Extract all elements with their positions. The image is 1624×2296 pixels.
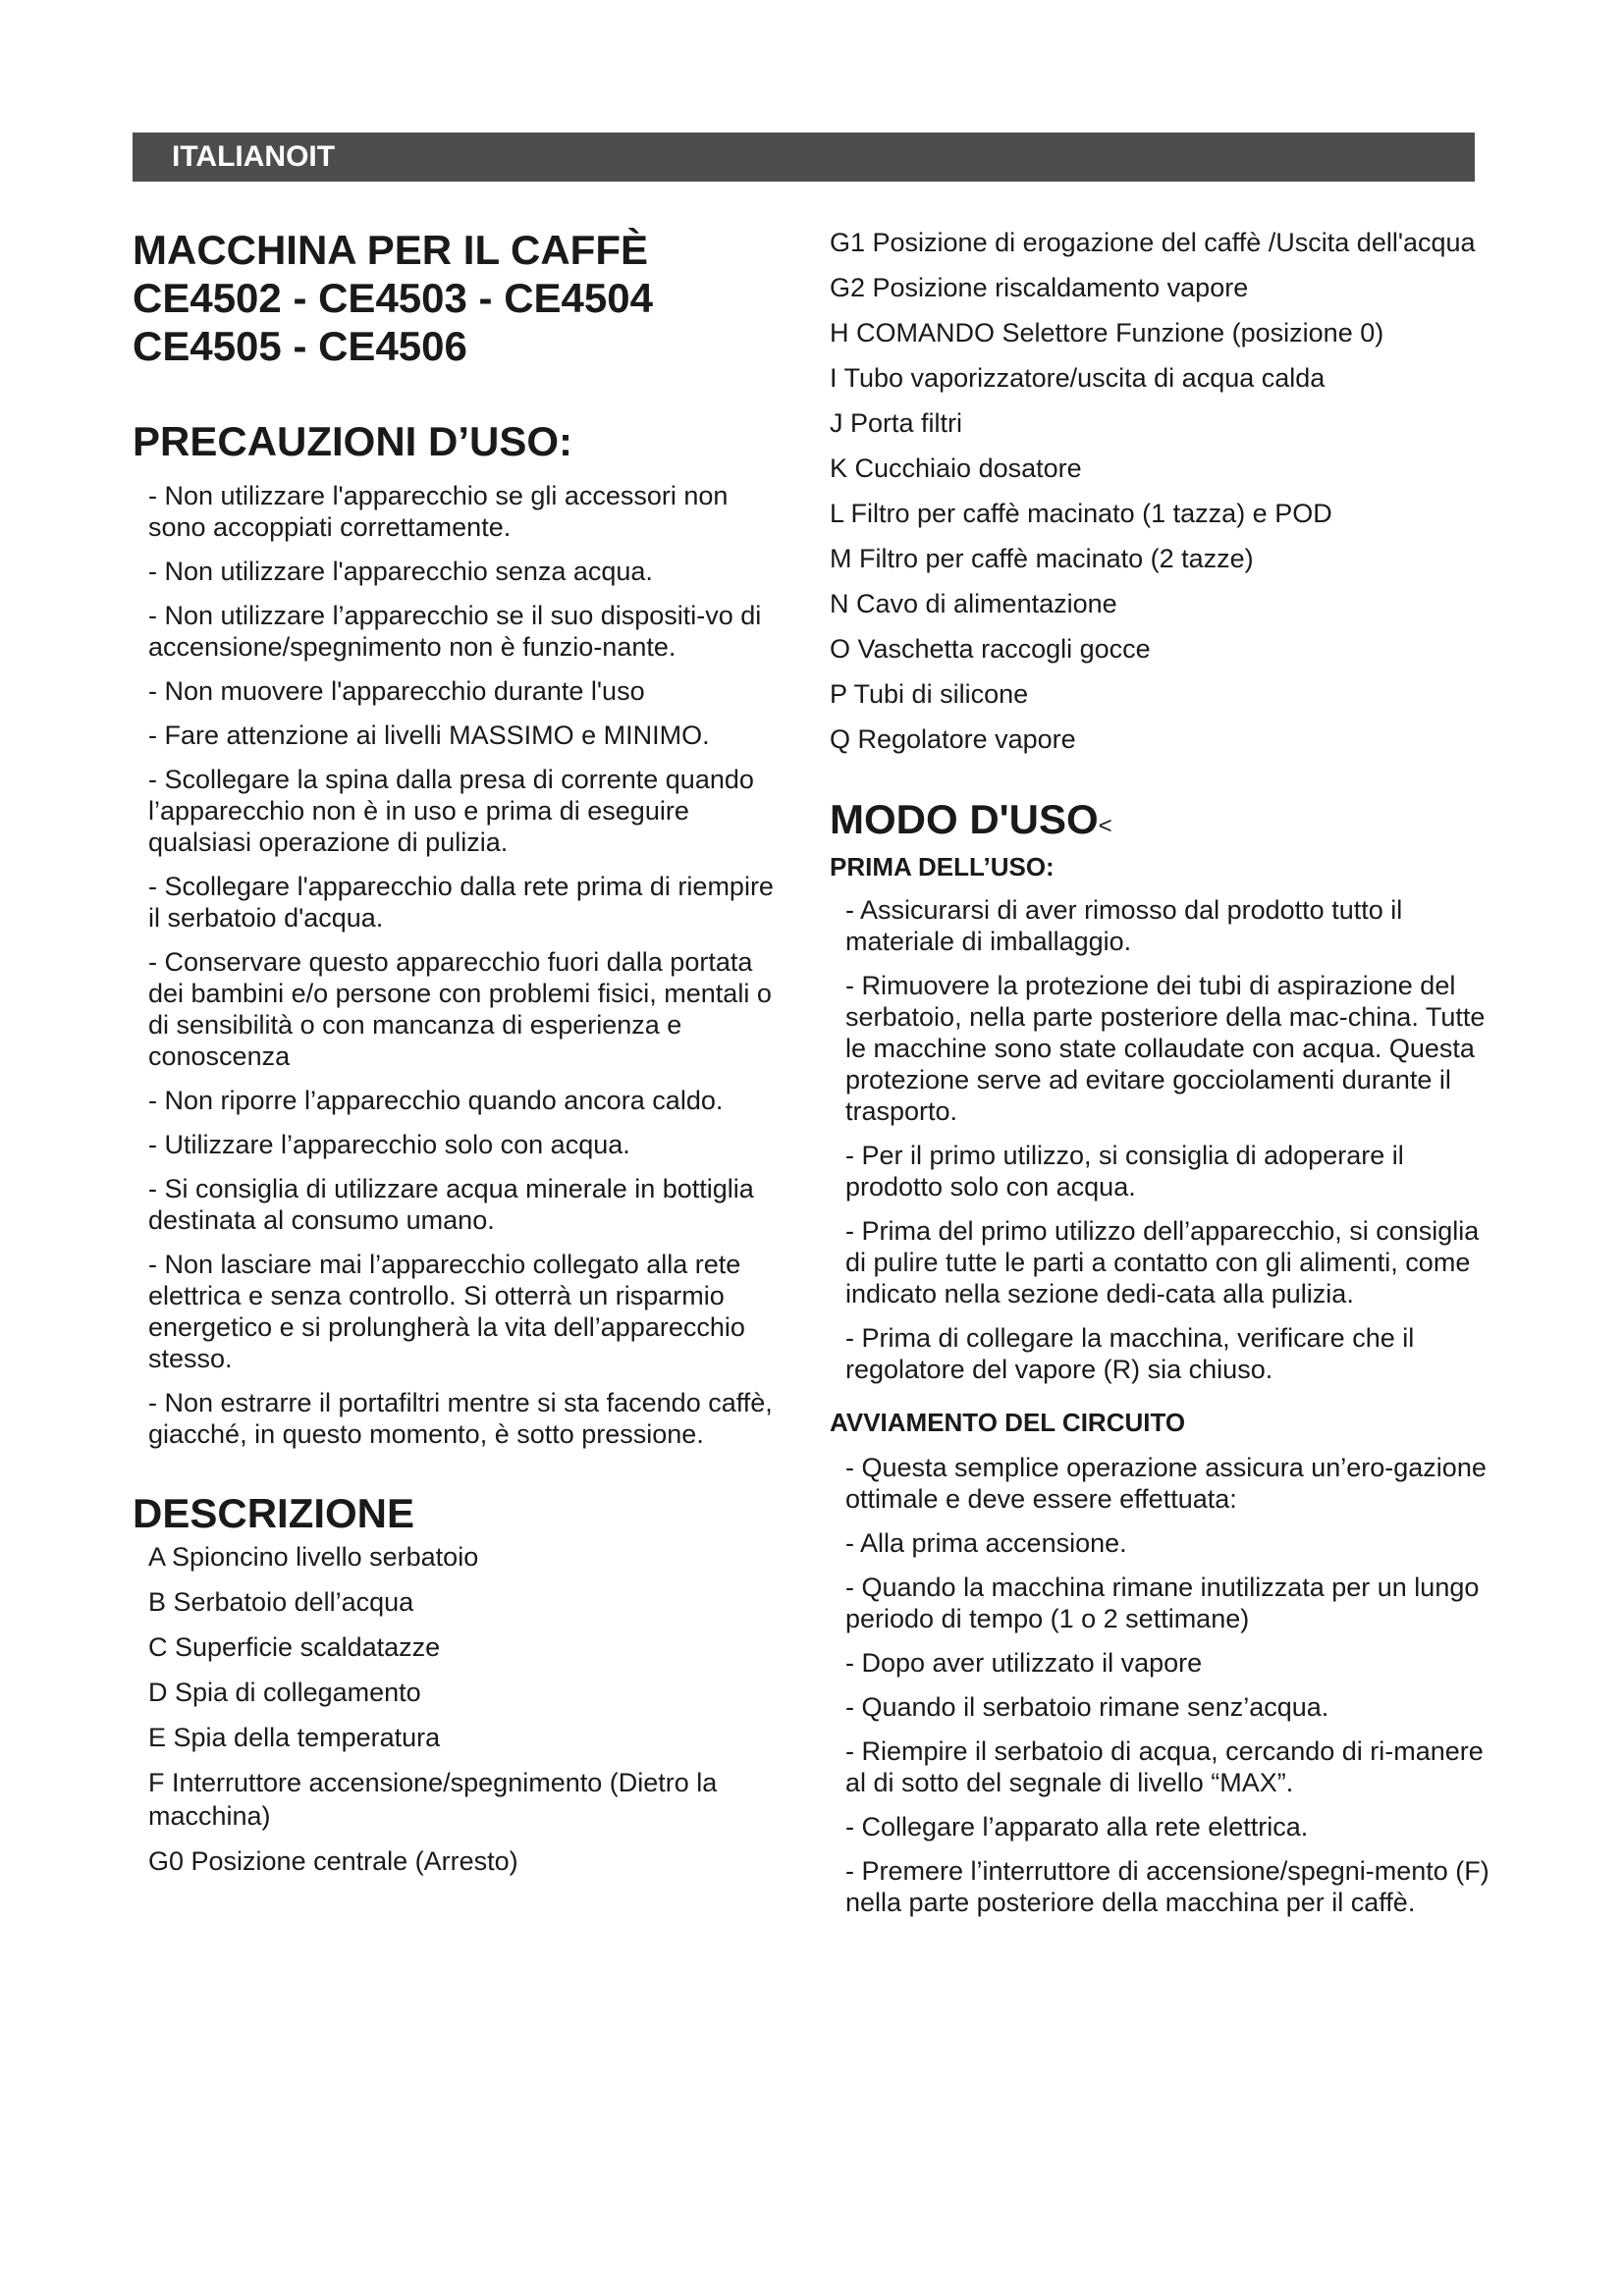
description-item: H COMANDO Selettore Funzione (posizione 0) [830, 318, 1384, 347]
before-use-item: - Rimuovere la protezione dei tubi di aspirazione del serbatoio, nella parte posteriore della mac-china. Tutte le macchine sono state collaudate con acqua. Questa protezione serve ad evitare gocciolamenti durante il trasporto. [845, 971, 1486, 1126]
precaution-item: - Conservare questo apparecchio fuori dalla portata dei bambini e/o persone con problemi fisici, mentali o di sensibilità o con mancanza di esperienza e conoscenza [148, 947, 772, 1071]
before-use-list [830, 894, 1497, 1385]
circuit-item: - Alla prima accensione. [845, 1528, 1127, 1558]
title-line: CE4505 - CE4506 [133, 323, 467, 369]
description-list [133, 1540, 781, 1878]
description-item: N Cavo di alimentazione [830, 589, 1117, 618]
precaution-item: - Scollegare la spina dalla presa di corrente quando l’apparecchio non è in uso e prima di eseguire qualsiasi operazione di pulizia. [148, 765, 754, 857]
description-item: F Interruttore accensione/spegnimento (Dietro la macchina) [148, 1768, 718, 1831]
usage-heading [830, 795, 1497, 851]
left-column [133, 226, 781, 1890]
circuit-item: - Questa semplice operazione assicura un’ero-gazione ottimale e deve essere effettuata: [845, 1453, 1487, 1514]
circuit-item: - Riempire il serbatoio di acqua, cercando di ri-manere al di sotto del segnale di livello “MAX”. [845, 1736, 1484, 1797]
description-item: A Spioncino livello serbatoio [148, 1542, 479, 1572]
description-list-continued [830, 226, 1497, 756]
language-header-bar [133, 133, 1475, 182]
circuit-list [830, 1452, 1497, 1918]
description-item: C Superficie scaldatazze [148, 1632, 441, 1662]
precaution-item: - Scollegare l'apparecchio dalla rete prima di riempire il serbatoio d'acqua. [148, 872, 774, 933]
description-item: I Tubo vaporizzatore/uscita di acqua calda [830, 363, 1326, 393]
title-line: MACCHINA PER IL CAFFÈ [133, 227, 648, 273]
description-item: L Filtro per caffè macinato (1 tazza) e POD [830, 499, 1332, 528]
description-item: Q Regolatore vapore [830, 724, 1076, 754]
circuit-item: - Collegare l’apparato alla rete elettrica. [845, 1812, 1309, 1842]
circuit-item: - Dopo aver utilizzato il vapore [845, 1648, 1203, 1678]
language-label: ITALIANOIT [172, 140, 336, 173]
description-item: M Filtro per caffè macinato (2 tazze) [830, 544, 1254, 573]
precaution-item: - Non utilizzare l'apparecchio senza acqua. [148, 557, 653, 586]
description-item: G0 Posizione centrale (Arresto) [148, 1846, 518, 1876]
before-use-item: - Prima del primo utilizzo dell’apparecchio, si consiglia di pulire tutte le parti a contatto con gli alimenti, come indicato nella sezione dedi-cata alla pulizia. [845, 1216, 1480, 1308]
precaution-item: - Non riporre l’apparecchio quando ancora caldo. [148, 1086, 724, 1115]
precaution-item: - Non lasciare mai l’apparecchio collegato alla rete elettrica e senza controllo. Si otterrà un risparmio energetico e si prolungherà la vita dell’apparecchio stesso. [148, 1250, 745, 1373]
circuit-heading: AVVIAMENTO DEL CIRCUITO [830, 1408, 1186, 1437]
usage-heading-text: MODO D'USO [830, 796, 1099, 842]
precaution-item: - Fare attenzione ai livelli MASSIMO e MINIMO. [148, 721, 710, 750]
description-item: G2 Posizione riscaldamento vapore [830, 273, 1249, 302]
before-use-item: - Prima di collegare la macchina, verificare che il regolatore del vapore (R) sia chiuso. [845, 1323, 1415, 1384]
circuit-item: - Quando il serbatoio rimane senz’acqua. [845, 1692, 1329, 1722]
description-item: G1 Posizione di erogazione del caffè /Uscita dell'acqua [830, 228, 1476, 257]
precaution-item: - Utilizzare l’apparecchio solo con acqua. [148, 1130, 630, 1159]
description-heading: DESCRIZIONE [133, 1490, 415, 1536]
precaution-item: - Non utilizzare l'apparecchio se gli accessori non sono accoppiati correttamente. [148, 481, 729, 542]
circuit-item: - Premere l’interruttore di accensione/spegni-mento (F) nella parte posteriore della macchina per il caffè. [845, 1856, 1489, 1917]
description-item: O Vaschetta raccogli gocce [830, 634, 1151, 664]
precaution-item: - Non utilizzare l’apparecchio se il suo dispositi-vo di accensione/spegnimento non è funzio-nante. [148, 601, 762, 662]
precautions-list [133, 480, 781, 1450]
circuit-item: - Quando la macchina rimane inutilizzata per un lungo periodo di tempo (1 o 2 settimane) [845, 1573, 1480, 1633]
product-title [133, 226, 781, 370]
usage-heading-mark: < [1098, 813, 1112, 839]
description-item: P Tubi di silicone [830, 679, 1029, 709]
before-use-item: - Per il primo utilizzo, si consiglia di adoperare il prodotto solo con acqua. [845, 1141, 1404, 1201]
description-item: B Serbatoio dell’acqua [148, 1587, 414, 1617]
precaution-item: - Non estrarre il portafiltri mentre si sta facendo caffè, giacché, in questo momento, è sotto pressione. [148, 1388, 773, 1449]
before-use-item: - Assicurarsi di aver rimosso dal prodotto tutto il materiale di imballaggio. [845, 895, 1403, 956]
description-item: E Spia della temperatura [148, 1723, 441, 1752]
precautions-heading: PRECAUZIONI D’USO: [133, 418, 573, 464]
right-column [830, 226, 1497, 1931]
precaution-item: - Non muovere l'apparecchio durante l'uso [148, 676, 645, 706]
precaution-item: - Si consiglia di utilizzare acqua minerale in bottiglia destinata al consumo umano. [148, 1174, 754, 1235]
description-item: K Cucchiaio dosatore [830, 454, 1082, 483]
title-line: CE4502 - CE4503 - CE4504 [133, 275, 653, 321]
description-item: D Spia di collegamento [148, 1678, 421, 1707]
description-item: J Porta filtri [830, 408, 963, 438]
before-use-heading: PRIMA DELL’USO: [830, 852, 1055, 881]
